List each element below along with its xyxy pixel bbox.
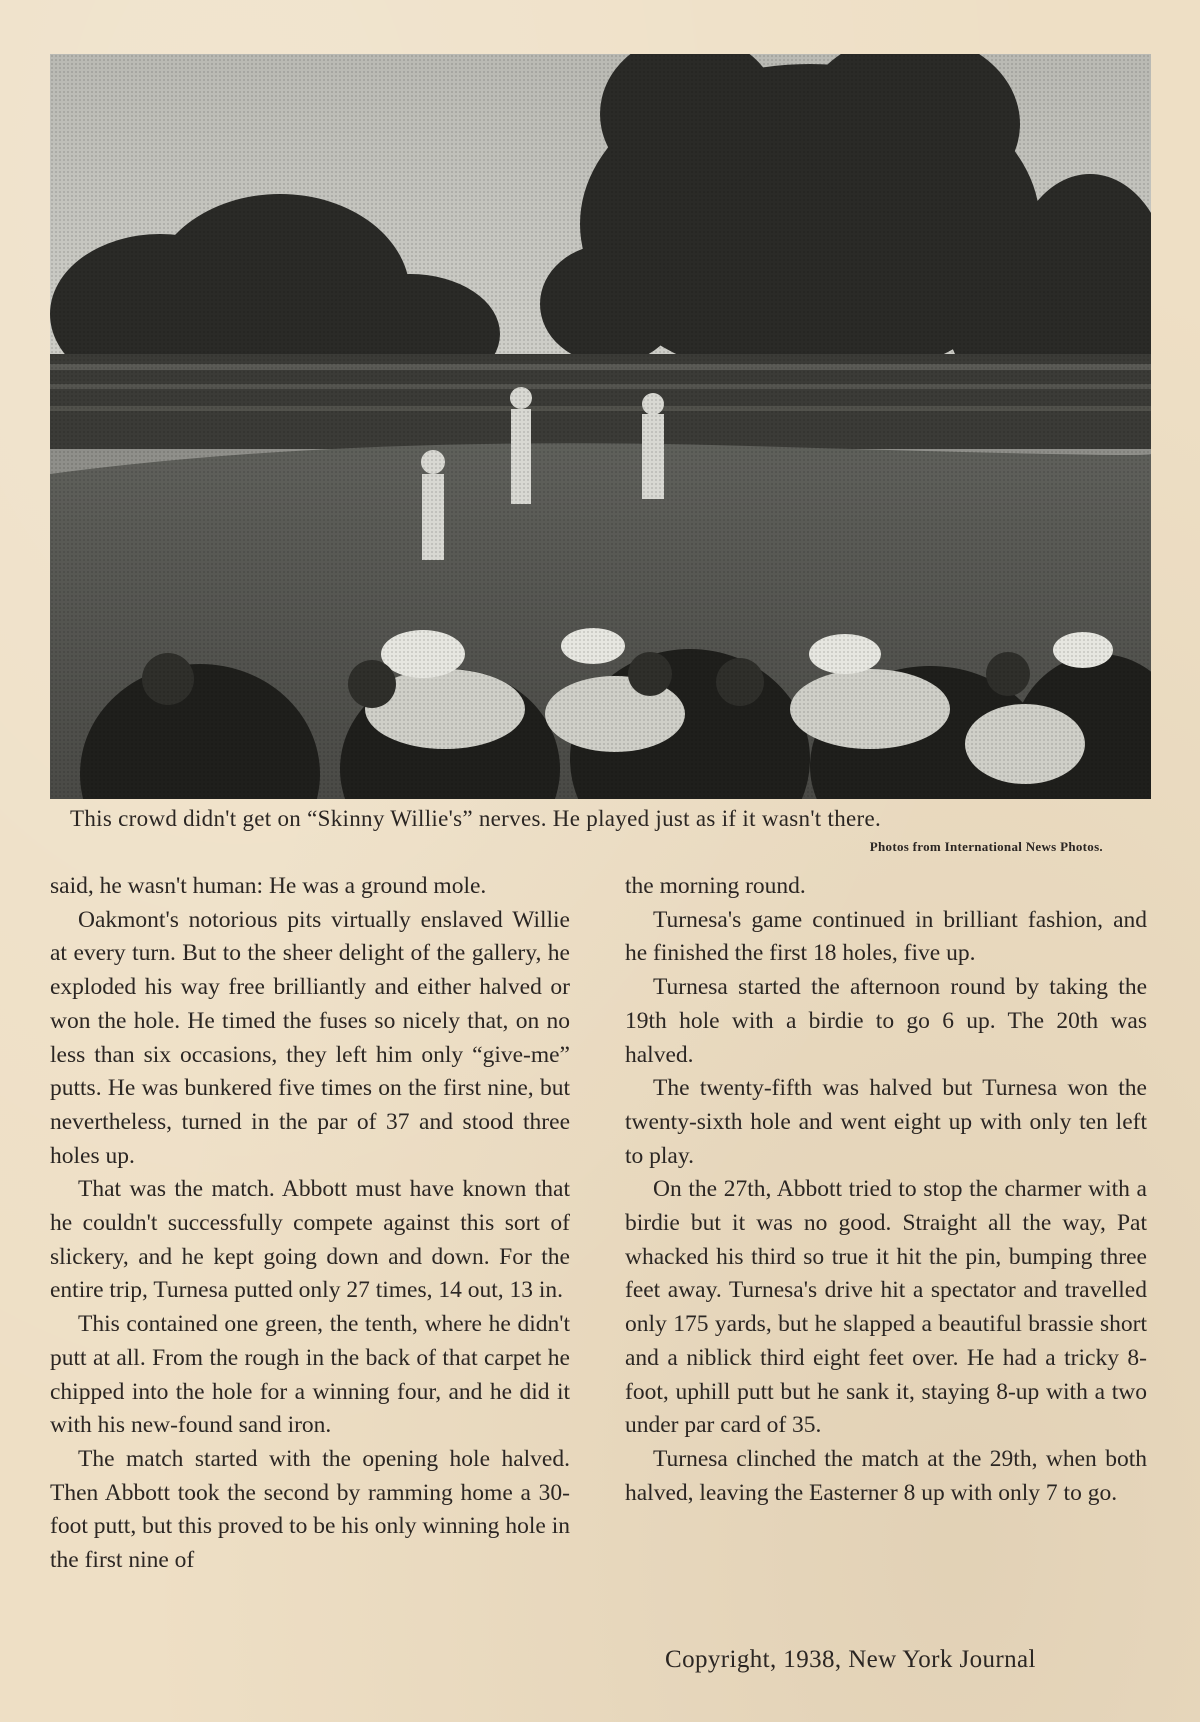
paragraph: That was the match. Abbott must have known that he couldn't successfully compete against this sort of slickery, and he kept going down and down. For the entire trip, Turnesa putted only 27 times, 14 out, 13 in. <box>50 1176 570 1304</box>
paragraph: The twenty-fifth was halved but Turnesa won the twenty-sixth hole and went eight up with only ten left to play. <box>625 1075 1147 1169</box>
paragraph: the morning round. <box>625 873 806 899</box>
paragraph: Turnesa started the afternoon round by taking the 19th hole with a birdie to go 6 up. The 20th was halved. <box>625 974 1147 1068</box>
golf-crowd-photo <box>50 54 1151 799</box>
paragraph: The match started with the opening hole halved. Then Abbott took the second by ramming home a 30-foot putt, but this proved to be his only winning hole in the first nine of <box>50 1445 570 1574</box>
paragraph: On the 27th, Abbott tried to stop the charmer with a birdie but it was no good. Straight all the way, Pat whacked his third so true it hit the pin, bumping three feet away. Turnesa's drive hit a spectator and travelled only 175 yards, but he slapped a beautiful brassie short and a niblick third eight feet over. He had a tricky 8-foot, uphill putt but he sank it, staying 8-up with a two under par card of 35. <box>625 1176 1147 1439</box>
article-column-right <box>625 870 1147 1510</box>
photo-caption: This crowd didn't get on “Skinny Willie's” nerves. He played just as if it wasn't there. <box>70 806 882 831</box>
paragraph: This contained one green, the tenth, where he didn't putt at all. From the rough in the back of that carpet he chipped into the hole for a winning four, and he did it with his new-found sand iron. <box>50 1311 570 1439</box>
photo-credit: Photos from International News Photos. <box>869 839 1103 854</box>
copyright-line: Copyright, 1938, New York Journal <box>665 1646 1036 1673</box>
paragraph: said, he wasn't human: He was a ground mole. <box>50 873 487 899</box>
paragraph: Turnesa's game continued in brilliant fashion, and he finished the first 18 holes, five up. <box>625 906 1147 967</box>
paragraph: Oakmont's notorious pits virtually enslaved Willie at every turn. But to the sheer delight of the gallery, he exploded his way free brilliantly and either halved or won the hole. He timed the fuses so nicely that, on no less than six occasions, they left him only “give-me” putts. He was bunkered five times on the first nine, but nevertheless, turned in the par of 37 and stood three holes up. <box>50 906 570 1169</box>
article-column-left <box>50 870 570 1578</box>
paragraph: Turnesa clinched the match at the 29th, when both halved, leaving the Easterner 8 up with only 7 to go. <box>625 1445 1147 1506</box>
